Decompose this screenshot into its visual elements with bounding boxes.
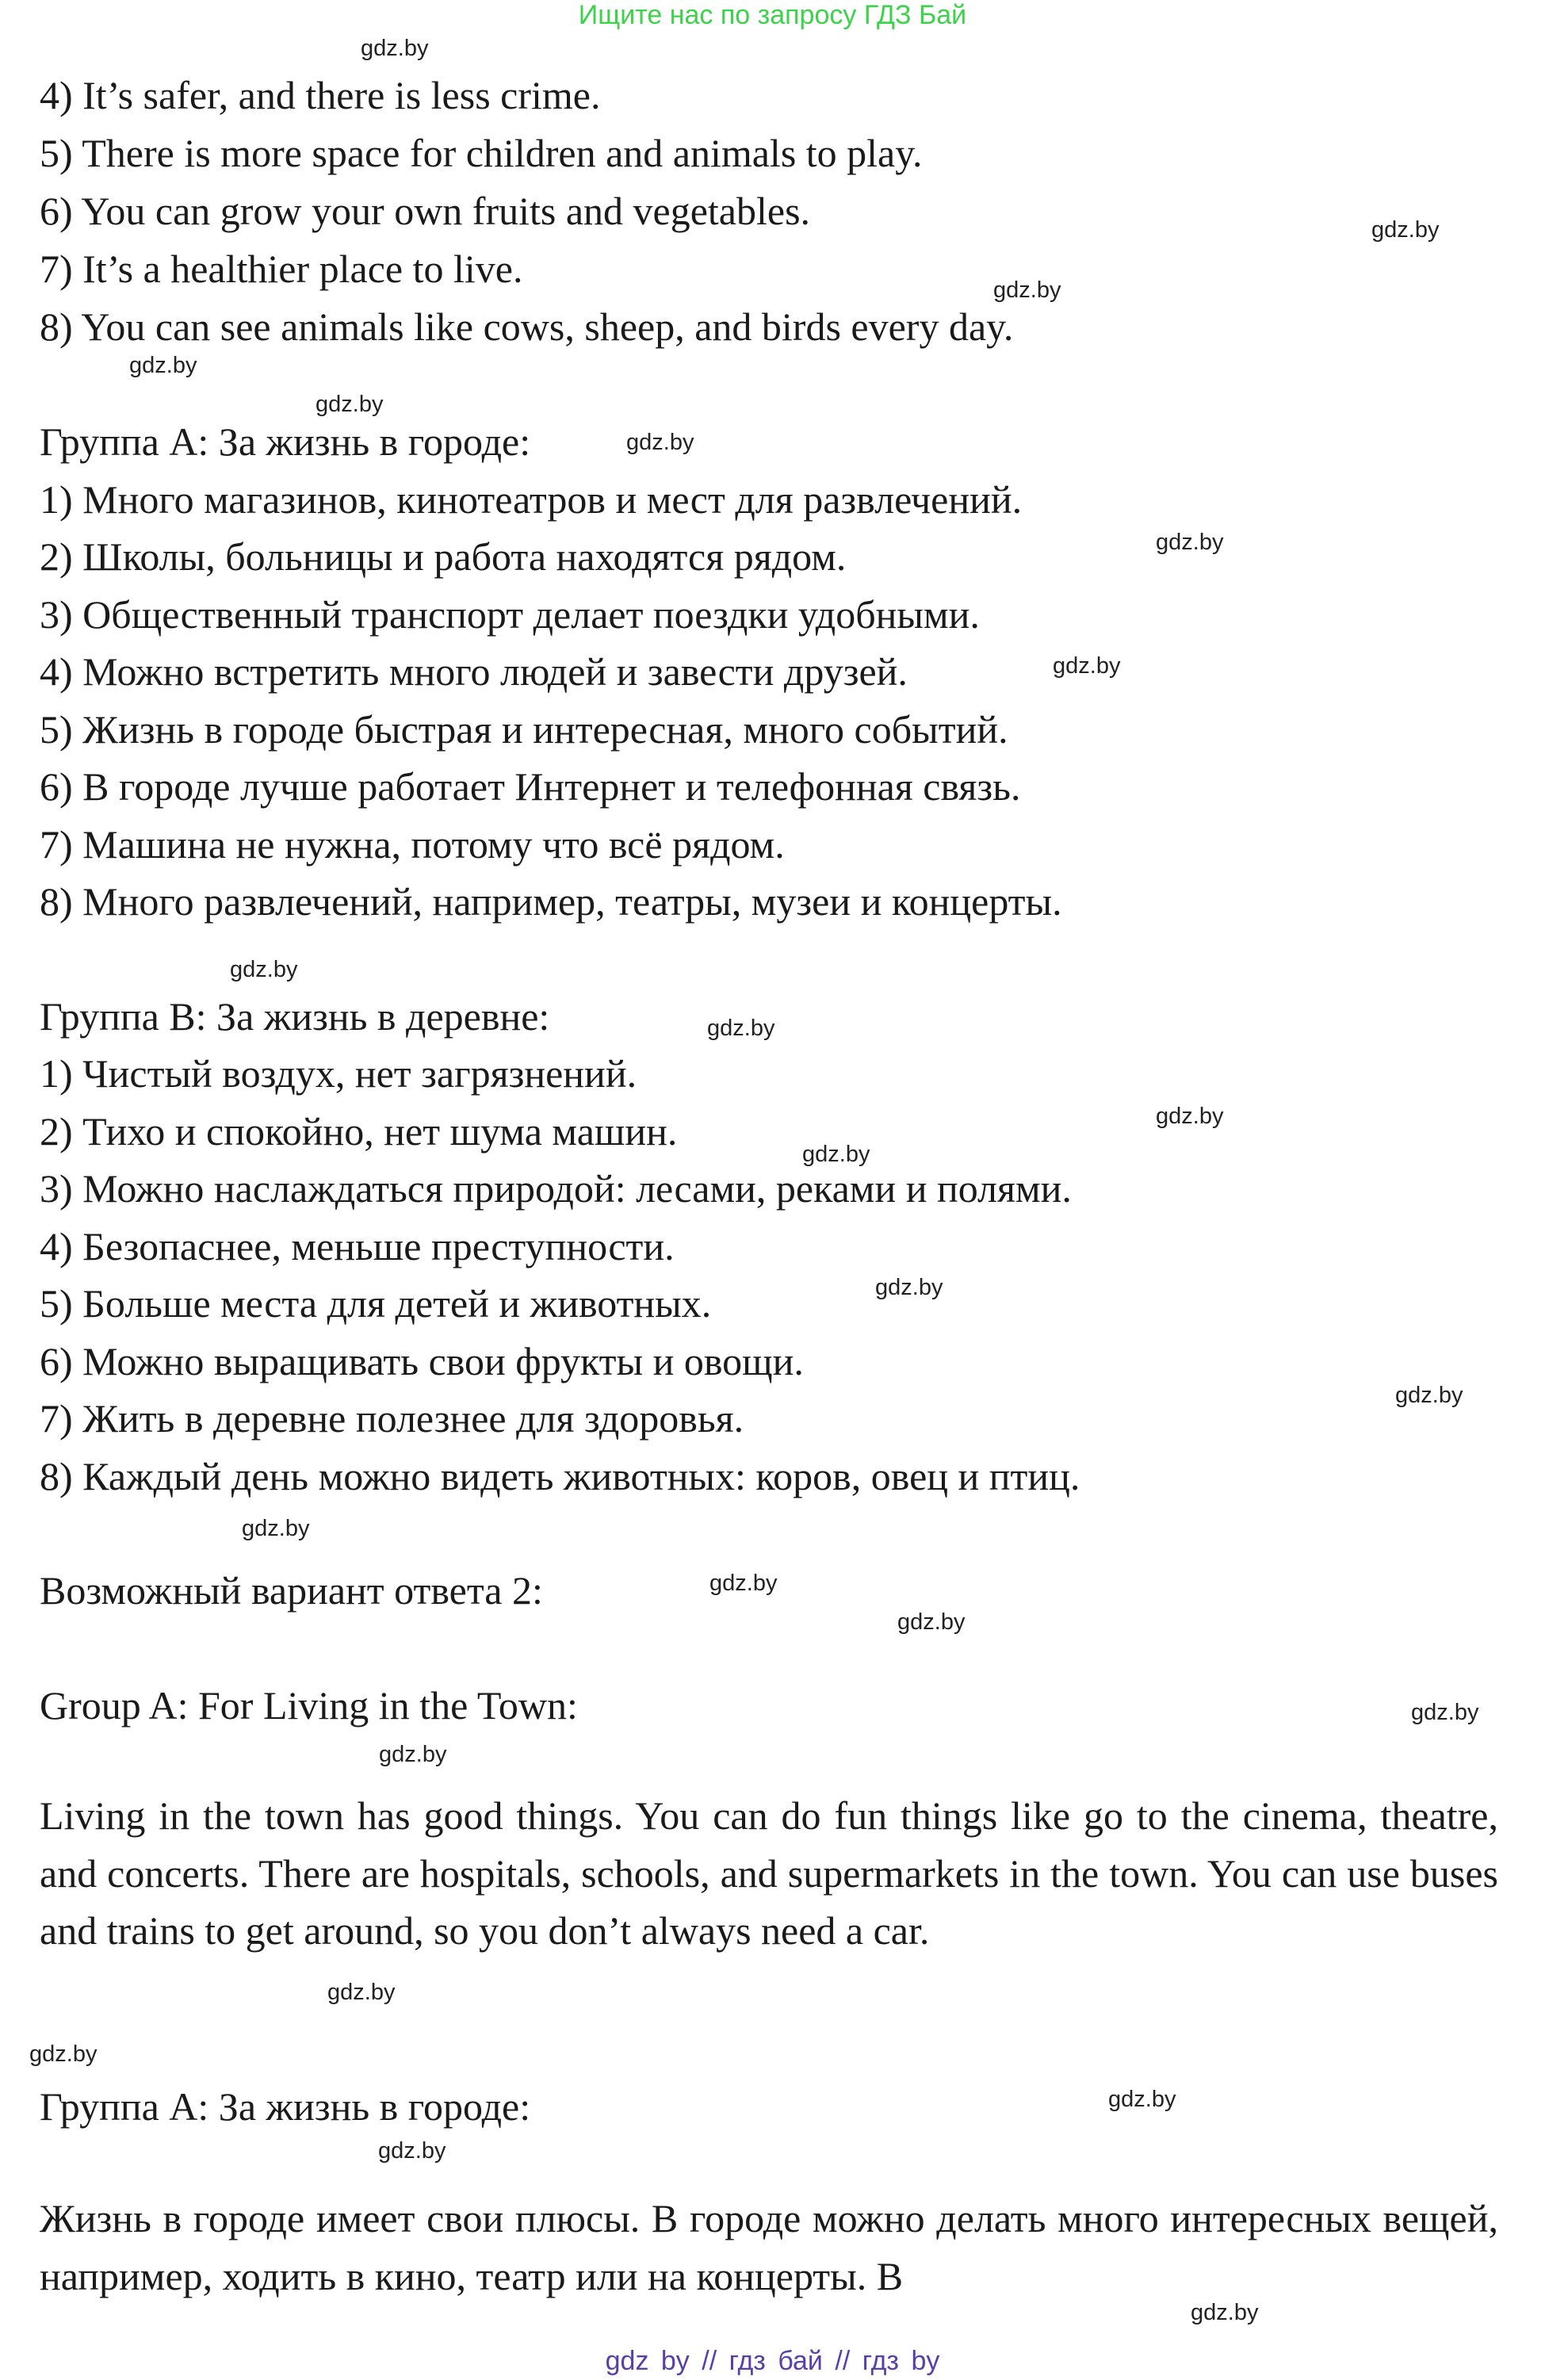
- list-item: 8) You can see animals like cows, sheep, and birds every day.: [40, 304, 1014, 349]
- list-item: 6) You can grow your own fruits and vegetables.: [40, 189, 811, 233]
- section-title: Group A: For Living in the Town:: [40, 1683, 578, 1728]
- watermark-text: gdz.by: [626, 430, 694, 455]
- watermark-text: gdz.by: [316, 392, 384, 417]
- watermark-text: gdz.by: [1395, 1383, 1463, 1408]
- list-item: 1) Много магазинов, кинотеатров и мест для развлечений.: [40, 477, 1023, 522]
- watermark-text: gdz.by: [1411, 1700, 1479, 1725]
- list-item: 6) В городе лучше работает Интернет и телефонная связь.: [40, 764, 1021, 809]
- watermark-text: gdz.by: [379, 1742, 447, 1767]
- watermark-text: gdz.by: [1156, 530, 1224, 555]
- list-item: 4) It’s safer, and there is less crime.: [40, 73, 601, 117]
- list-item: 5) There is more space for children and animals to play.: [40, 131, 923, 175]
- watermark-text: gdz.by: [1156, 1104, 1224, 1129]
- watermark-text: gdz.by: [897, 1609, 966, 1635]
- watermark-text: gdz.by: [1191, 2300, 1259, 2325]
- list-item: 7) Жить в деревне полезнее для здоровья.: [40, 1396, 744, 1441]
- list-item: 3) Общественный транспорт делает поездки удобными.: [40, 592, 980, 637]
- watermark-text: gdz.by: [1371, 217, 1440, 243]
- footer-links: gdz by // гдз бай // гдз by: [605, 2346, 940, 2376]
- list-item: 3) Можно наслаждаться природой: лесами, реками и полями.: [40, 1166, 1072, 1211]
- list-item: 4) Безопаснее, меньше преступности.: [40, 1224, 675, 1268]
- section-title: Группа А: За жизнь в городе:: [40, 419, 531, 464]
- watermark-text: gdz.by: [1108, 2087, 1176, 2112]
- watermark-text: gdz.by: [361, 36, 429, 61]
- watermark-text: gdz.by: [802, 1142, 870, 1167]
- top-banner: Ищите нас по запросу ГДЗ Бай: [578, 0, 967, 30]
- paragraph: Жизнь в городе имеет свои плюсы. В городе можно делать много интересных вещей, например, ходить в кино, театр или на концерты. В: [40, 2196, 1498, 2298]
- list-item: 2) Тихо и спокойно, нет шума машин.: [40, 1109, 678, 1154]
- watermark-text: gdz.by: [707, 1016, 775, 1041]
- list-item: 1) Чистый воздух, нет загрязнений.: [40, 1051, 637, 1096]
- paragraph: Living in the town has good things. You can do fun things like go to the cinema, theatre, and concerts. There are hospitals, schools, and supermarkets in the town. You can use buses and trains to get around, so you don’t always need a car.: [40, 1793, 1498, 1953]
- watermark-text: gdz.by: [709, 1571, 778, 1596]
- watermark-text: gdz.by: [378, 2138, 446, 2164]
- watermark-text: gdz.by: [993, 277, 1061, 303]
- watermark-text: gdz.by: [1053, 653, 1121, 679]
- watermark-text: gdz.by: [242, 1516, 310, 1541]
- watermark-text: gdz.by: [230, 957, 298, 982]
- list-item: 7) It’s a healthier place to live.: [40, 247, 523, 291]
- watermark-text: gdz.by: [129, 353, 197, 378]
- section-title: Группа В: За жизнь в деревне:: [40, 994, 550, 1039]
- list-item: 7) Машина не нужна, потому что всё рядом.: [40, 822, 785, 867]
- list-item: 4) Можно встретить много людей и завести друзей.: [40, 649, 908, 694]
- list-item: 8) Много развлечений, например, театры, музеи и концерты.: [40, 879, 1062, 924]
- list-item: 5) Больше места для детей и животных.: [40, 1281, 712, 1326]
- answer-variant-heading: Возможный вариант ответа 2:: [40, 1568, 543, 1613]
- list-item: 5) Жизнь в городе быстрая и интересная, много событий.: [40, 707, 1008, 752]
- list-item: 6) Можно выращивать свои фрукты и овощи.: [40, 1339, 804, 1383]
- watermark-text: gdz.by: [29, 2041, 98, 2067]
- watermark-text: gdz.by: [875, 1275, 943, 1300]
- section-title: Группа А: За жизнь в городе:: [40, 2084, 531, 2129]
- watermark-text: gdz.by: [327, 1980, 396, 2005]
- list-item: 8) Каждый день можно видеть животных: коров, овец и птиц.: [40, 1454, 1080, 1498]
- list-item: 2) Школы, больницы и работа находятся рядом.: [40, 534, 847, 579]
